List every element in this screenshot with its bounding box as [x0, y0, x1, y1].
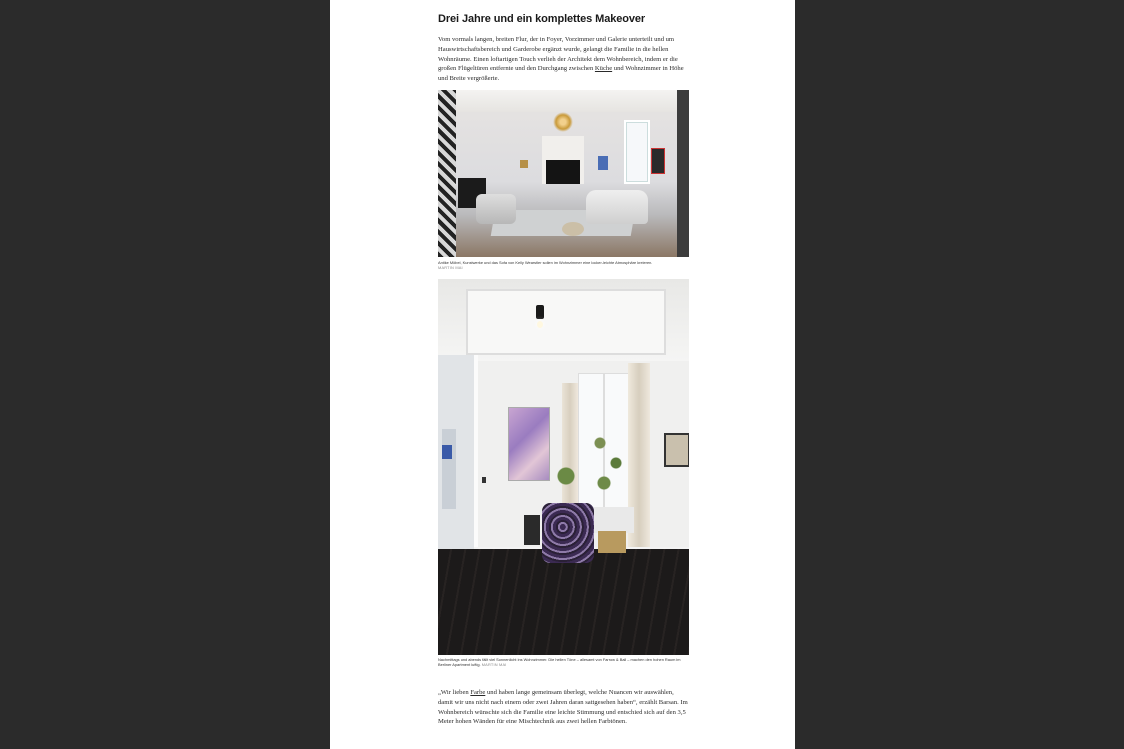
basket [598, 531, 626, 553]
living-room-photo [438, 90, 689, 257]
paragraph-text: und haben lange gemeinsam überlegt, welche Nuancen wir auswählen, damit wir uns nicht nach einem oder zwei Jahren daran sattgesehen haben“, erzählt Barsan. Im Wohnbereich wünschte sich die Familie eine leichte Stimmung und entschied sich auf den 3,5 Meter hohen Wänden für eine Mischtechnik aus zwei hellen Farbtönen. [438, 689, 688, 726]
artwork [520, 160, 528, 168]
photo-caption [438, 260, 693, 270]
paragraph-text: „Wir lieben [438, 689, 471, 696]
artwork [442, 445, 452, 459]
painting [508, 407, 550, 481]
section-heading: Drei Jahre und ein komplettes Makeover [438, 13, 646, 25]
article-page [330, 0, 795, 749]
curtain [628, 363, 650, 575]
color-link[interactable]: Farbe [470, 689, 486, 696]
light-switch [482, 477, 486, 483]
window-plants [588, 419, 628, 499]
chandelier [553, 112, 573, 132]
paragraph-text: und Wohnzimmer in Höhe und Breite vergrößerte. [438, 65, 684, 83]
kitchen-link[interactable]: Küche [594, 65, 613, 73]
armchair [476, 194, 516, 224]
paragraph-text: Vom vormals langen, breiten Flur, der in Foyer, Vorzimmer und Galerie unterteilt und um Hauswirtschaftsbereich und Garderobe ergänzt wurde, gelangt die Familie in die hellen Wohnräume. Einen loftartigen Touch verlieh der Architekt dem Wohnbereich, indem er die großen Flügeltüren entfernte und den Durchgang zwischen [438, 36, 678, 73]
potted-plant [556, 467, 576, 497]
intro-paragraph [438, 35, 689, 84]
caption-text: Antike Möbel, Kunstwerke und das Sofa von Kelly Wearstler sollen im Wohnzimmer eine locker-leichte Atmosphäre kreieren. [438, 260, 653, 265]
dark-door [677, 90, 689, 257]
ceiling-molding [466, 289, 666, 355]
pouf [562, 222, 584, 236]
side-table [524, 515, 540, 545]
photo-caption [438, 657, 693, 667]
light-bulb [537, 321, 543, 328]
dark-floor [438, 549, 689, 655]
armchair [542, 503, 594, 563]
photo-ceiling [438, 90, 689, 112]
artwork [598, 156, 608, 170]
photo-credit: MARTIN MAI [438, 265, 463, 270]
framed-picture [664, 433, 689, 467]
adjacent-room [442, 429, 456, 509]
artwork [651, 148, 665, 174]
pendant-lamp [536, 305, 544, 319]
body-paragraph [438, 688, 689, 727]
caption-text: Nachmittags und abends fällt viel Sonnenlicht ins Wohnzimmer. Die hellen Töne – allesamt von Farrow & Ball – machen den hohen Raum im Berliner Apartment luftig. [438, 657, 681, 667]
sofa [586, 190, 648, 224]
television [546, 160, 580, 184]
window [624, 120, 650, 184]
patterned-curtain [438, 90, 456, 257]
photo-credit: MARTIN MAI [481, 662, 507, 667]
white-room-photo [438, 279, 689, 655]
